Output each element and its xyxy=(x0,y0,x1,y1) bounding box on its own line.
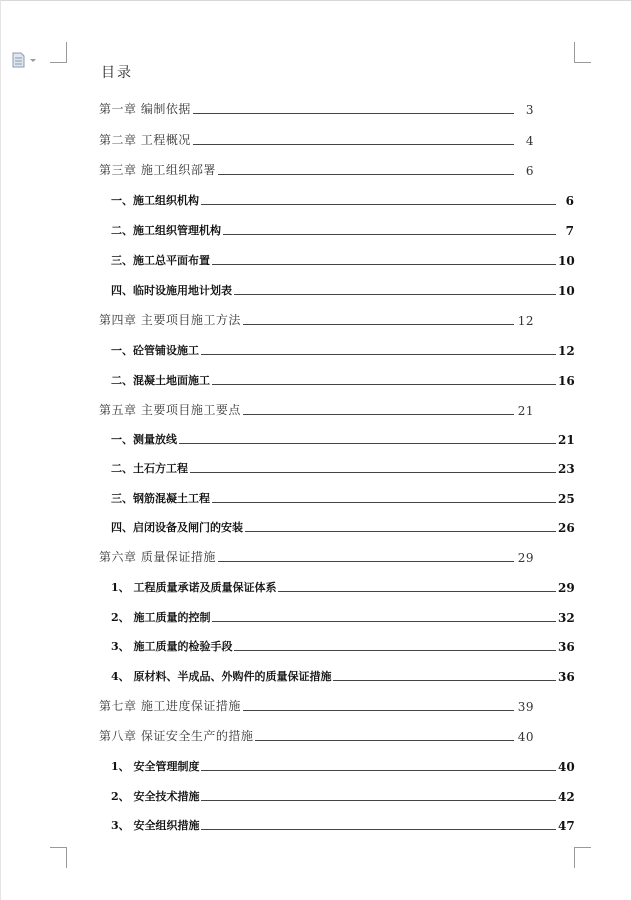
toc-leader-line xyxy=(243,413,514,415)
toc-entry-label: 2、 施工质量的控制 xyxy=(111,611,211,624)
toc-leader-line xyxy=(218,173,514,175)
toc-entry-label: 第二章 工程概况 xyxy=(99,133,191,147)
toc-chapter-entry[interactable] xyxy=(99,400,534,418)
toc-page-number: 6 xyxy=(525,164,534,178)
toc-entry-label: 四、启闭设备及闸门的安装 xyxy=(111,521,243,534)
toc-page-number: 25 xyxy=(558,492,575,506)
toc-section-entry[interactable] xyxy=(111,517,574,535)
toc-entry-label: 二、土石方工程 xyxy=(111,462,188,475)
toc-entry-label: 第一章 编制依据 xyxy=(99,102,191,116)
toc-chapter-entry[interactable] xyxy=(99,310,534,328)
toc-page-number: 4 xyxy=(525,134,534,148)
document-options-icon[interactable] xyxy=(12,52,38,68)
toc-entry-label: 1、 工程质量承诺及质量保证体系 xyxy=(111,581,277,594)
toc-entry-label: 第六章 质量保证措施 xyxy=(99,550,216,564)
toc-entry-label: 一、砼管铺设施工 xyxy=(111,344,199,357)
toc-section-entry[interactable] xyxy=(111,488,574,506)
toc-entry-label: 第四章 主要项目施工方法 xyxy=(99,313,241,327)
toc-section-entry[interactable] xyxy=(111,815,574,833)
toc-page-number: 10 xyxy=(558,284,575,298)
toc-leader-line xyxy=(243,323,514,325)
toc-page-number: 6 xyxy=(565,194,574,208)
toc-page-number: 29 xyxy=(517,551,534,565)
toc-chapter-entry[interactable] xyxy=(99,726,534,744)
toc-section-entry[interactable] xyxy=(111,340,574,358)
toc-page-number: 39 xyxy=(517,700,534,714)
toc-leader-line xyxy=(193,112,514,114)
toc-leader-line xyxy=(255,739,514,741)
toc-entry-label: 一、施工组织机构 xyxy=(111,194,199,207)
toc-page-number: 47 xyxy=(558,819,575,833)
toc-page-number: 21 xyxy=(558,433,575,447)
toc-leader-line xyxy=(190,471,556,473)
toc-page-number: 16 xyxy=(558,374,575,388)
toc-page-number: 40 xyxy=(558,760,575,774)
toc-leader-line xyxy=(212,501,556,503)
toc-entry-label: 二、混凝土地面施工 xyxy=(111,374,210,387)
toc-section-entry[interactable] xyxy=(111,250,574,268)
toc-entry-label: 1、 安全管理制度 xyxy=(111,760,200,773)
toc-page-number: 42 xyxy=(558,790,575,804)
toc-entry-label: 3、 安全组织措施 xyxy=(111,819,200,832)
page-left-edge xyxy=(0,0,1,900)
toc-page-number: 12 xyxy=(558,344,575,358)
toc-leader-line xyxy=(234,293,556,295)
toc-entry-label: 四、临时设施用地计划表 xyxy=(111,284,232,297)
toc-page-number: 26 xyxy=(558,521,575,535)
toc-title: 目录 xyxy=(101,65,133,81)
toc-section-entry[interactable] xyxy=(111,756,574,774)
toc-page-number: 36 xyxy=(558,640,575,654)
toc-leader-line xyxy=(179,442,556,444)
toc-leader-line xyxy=(245,530,556,532)
toc-leader-line xyxy=(201,203,556,205)
toc-leader-line xyxy=(278,590,556,592)
margin-corner-mark xyxy=(50,42,67,63)
toc-entry-label: 3、 施工质量的检验手段 xyxy=(111,640,233,653)
toc-page-number: 23 xyxy=(558,462,575,476)
toc-entry-label: 三、施工总平面布置 xyxy=(111,254,210,267)
toc-leader-line xyxy=(212,383,556,385)
toc-section-entry[interactable] xyxy=(111,190,574,208)
toc-page-number: 12 xyxy=(517,314,534,328)
toc-section-entry[interactable] xyxy=(111,636,574,654)
toc-section-entry[interactable] xyxy=(111,429,574,447)
toc-section-entry[interactable] xyxy=(111,607,574,625)
toc-chapter-entry[interactable] xyxy=(99,696,534,714)
toc-entry-label: 2、 安全技术措施 xyxy=(111,790,200,803)
toc-page-number: 7 xyxy=(565,224,574,238)
toc-leader-line xyxy=(201,769,556,771)
toc-leader-line xyxy=(243,709,514,711)
toc-page-number: 3 xyxy=(525,103,534,117)
toc-leader-line xyxy=(223,233,556,235)
toc-section-entry[interactable] xyxy=(111,280,574,298)
toc-leader-line xyxy=(212,620,556,622)
toc-page-number: 32 xyxy=(558,611,575,625)
toc-leader-line xyxy=(218,560,514,562)
toc-leader-line xyxy=(333,679,556,681)
toc-page-number: 21 xyxy=(517,404,534,418)
toc-section-entry[interactable] xyxy=(111,458,574,476)
toc-section-entry[interactable] xyxy=(111,220,574,238)
toc-leader-line xyxy=(212,263,556,265)
toc-entry-label: 第五章 主要项目施工要点 xyxy=(99,403,241,417)
toc-chapter-entry[interactable] xyxy=(99,160,534,178)
toc-section-entry[interactable] xyxy=(111,370,574,388)
toc-leader-line xyxy=(201,828,556,830)
margin-corner-mark xyxy=(50,847,67,868)
toc-entry-label: 第八章 保证安全生产的措施 xyxy=(99,729,254,743)
margin-corner-mark xyxy=(574,42,591,63)
toc-entry-label: 一、测量放线 xyxy=(111,433,177,446)
toc-chapter-entry[interactable] xyxy=(99,547,534,565)
toc-entry-label: 第三章 施工组织部署 xyxy=(99,163,216,177)
toc-entry-label: 三、钢筋混凝土工程 xyxy=(111,492,210,505)
page-top-edge xyxy=(0,0,631,1)
toc-section-entry[interactable] xyxy=(111,577,574,595)
toc-entry-label: 第七章 施工进度保证措施 xyxy=(99,699,241,713)
toc-leader-line xyxy=(193,143,514,145)
toc-entry-label: 二、施工组织管理机构 xyxy=(111,224,221,237)
toc-page-number: 29 xyxy=(558,581,575,595)
toc-leader-line xyxy=(201,799,556,801)
toc-chapter-entry[interactable] xyxy=(99,130,534,148)
toc-section-entry[interactable] xyxy=(111,666,574,684)
toc-chapter-entry[interactable] xyxy=(99,99,534,117)
toc-entry-label: 4、 原材料、半成品、外购件的质量保证措施 xyxy=(111,670,332,683)
toc-page-number: 36 xyxy=(558,670,575,684)
toc-page-number: 10 xyxy=(558,254,575,268)
toc-page-number: 40 xyxy=(517,730,534,744)
toc-leader-line xyxy=(234,649,556,651)
toc-section-entry[interactable] xyxy=(111,786,574,804)
margin-corner-mark xyxy=(574,847,591,868)
toc-leader-line xyxy=(201,353,556,355)
